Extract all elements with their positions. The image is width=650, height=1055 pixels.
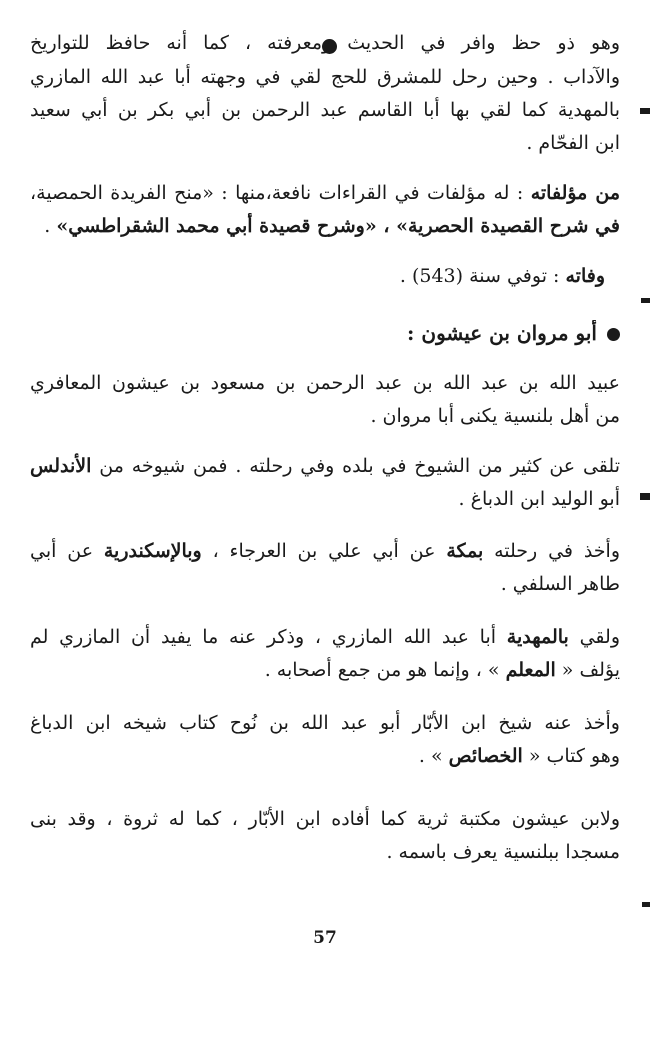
paragraph4-line2: طاهر السلفي . xyxy=(500,573,620,595)
place-andalus: الأندلس xyxy=(30,455,92,477)
paragraph4-text-e: عن أبي xyxy=(30,540,104,562)
works-title-1: في شرح القصيدة الحصرية» ، xyxy=(376,215,620,237)
death-label: وفاته xyxy=(565,265,605,287)
edge-mark xyxy=(642,902,650,907)
edge-mark xyxy=(640,108,650,114)
section-heading-text: أبو مروان بن عيشون : xyxy=(407,321,597,345)
paragraph5-line2 xyxy=(30,657,620,683)
death-text: : توفي سنة (543) . xyxy=(399,265,560,287)
paragraph5-text-a: ولقي xyxy=(568,626,620,648)
paragraph7-line2: مسجدا ببلنسية يعرف باسمه . xyxy=(386,841,620,863)
paragraph6-text-a: وهو كتاب « xyxy=(522,745,620,767)
paragraph1-line1: وهو ذو حظ وافر في الحديث ومعرفته ، كما أنه حافظ للتواريخ xyxy=(30,32,620,54)
paragraph2-line1: عبيد الله بن عبد الله بن عبد الرحمن بن مسعود بن عيشون المعافري xyxy=(30,372,620,394)
works-line1-text: : له مؤلفات في القراءات نافعة،منها : «منح الفريدة الحمصية، xyxy=(30,182,524,204)
paragraph5-text-c: أبا عبد الله المازري ، وذكر عنه ما يفيد أن المازري لم xyxy=(30,626,507,648)
paragraph4-text-c: عن أبي علي بن العرجاء ، xyxy=(201,540,447,562)
works-title-2: «وشرح قصيدة أبي محمد الشقراطسي» xyxy=(56,215,377,237)
edge-mark xyxy=(641,298,650,303)
death-line xyxy=(15,263,605,289)
paragraph3-line1-text: تلقى عن كثير من الشيوخ في بلده وفي رحلته . فمن شيوخه من xyxy=(91,455,620,477)
place-makkah: بمكة xyxy=(446,540,484,562)
paragraph4-text-a: وأخذ في رحلته xyxy=(483,540,620,562)
paragraph6-line1: وأخذ عنه شيخ ابن الأبّار أبو عبد الله بن نُوح كتاب شيخه ابن الدباغ xyxy=(30,712,620,734)
paragraph7-line1: ولابن عيشون مكتبة ثرية كما أفاده ابن الأبّار ، كما له ثروة ، وقد بنى xyxy=(30,808,620,830)
paragraph5-text-d: يؤلف « xyxy=(555,659,620,681)
paragraph4-line1 xyxy=(30,538,620,564)
paragraph2-line2: من أهل بلنسية يكنى أبا مروان . xyxy=(370,405,620,427)
book-khasais: الخصائص xyxy=(448,745,523,767)
paragraph3-line1 xyxy=(30,453,620,479)
paragraph1-line3: بالمهدية كما لقي بها أبا القاسم عبد الرحمن بن أبي بكر بن أبي سعيد xyxy=(30,99,620,121)
paragraph5-text-f: » ، وإنما هو من جمع أصحابه . xyxy=(264,659,506,681)
bullet-icon xyxy=(607,328,620,341)
works-line2 xyxy=(30,213,620,239)
paragraph5-line1 xyxy=(30,624,620,650)
paragraph1-line4: ابن الفحّام . xyxy=(526,132,620,154)
place-mahdia: بالمهدية xyxy=(506,626,569,648)
place-alexandria: وبالإسكندرية xyxy=(103,540,202,562)
section-heading xyxy=(30,320,620,346)
works-line2-end: . xyxy=(44,215,57,237)
edge-mark xyxy=(640,493,650,500)
paragraph6-line2 xyxy=(30,743,620,769)
book-muallim: المعلم xyxy=(505,659,556,681)
paragraph6-text-c: » . xyxy=(418,745,449,767)
works-label: من مؤلفاته xyxy=(530,182,620,204)
paragraph3-line2: أبو الوليد ابن الدباغ . xyxy=(458,488,620,510)
works-line1 xyxy=(30,180,620,206)
page-number: 57 xyxy=(313,928,337,948)
paragraph1-line2: والآداب . وحين رحل للمشرق للحج لقي في وجهته أبا عبد الله المازري xyxy=(30,66,620,88)
